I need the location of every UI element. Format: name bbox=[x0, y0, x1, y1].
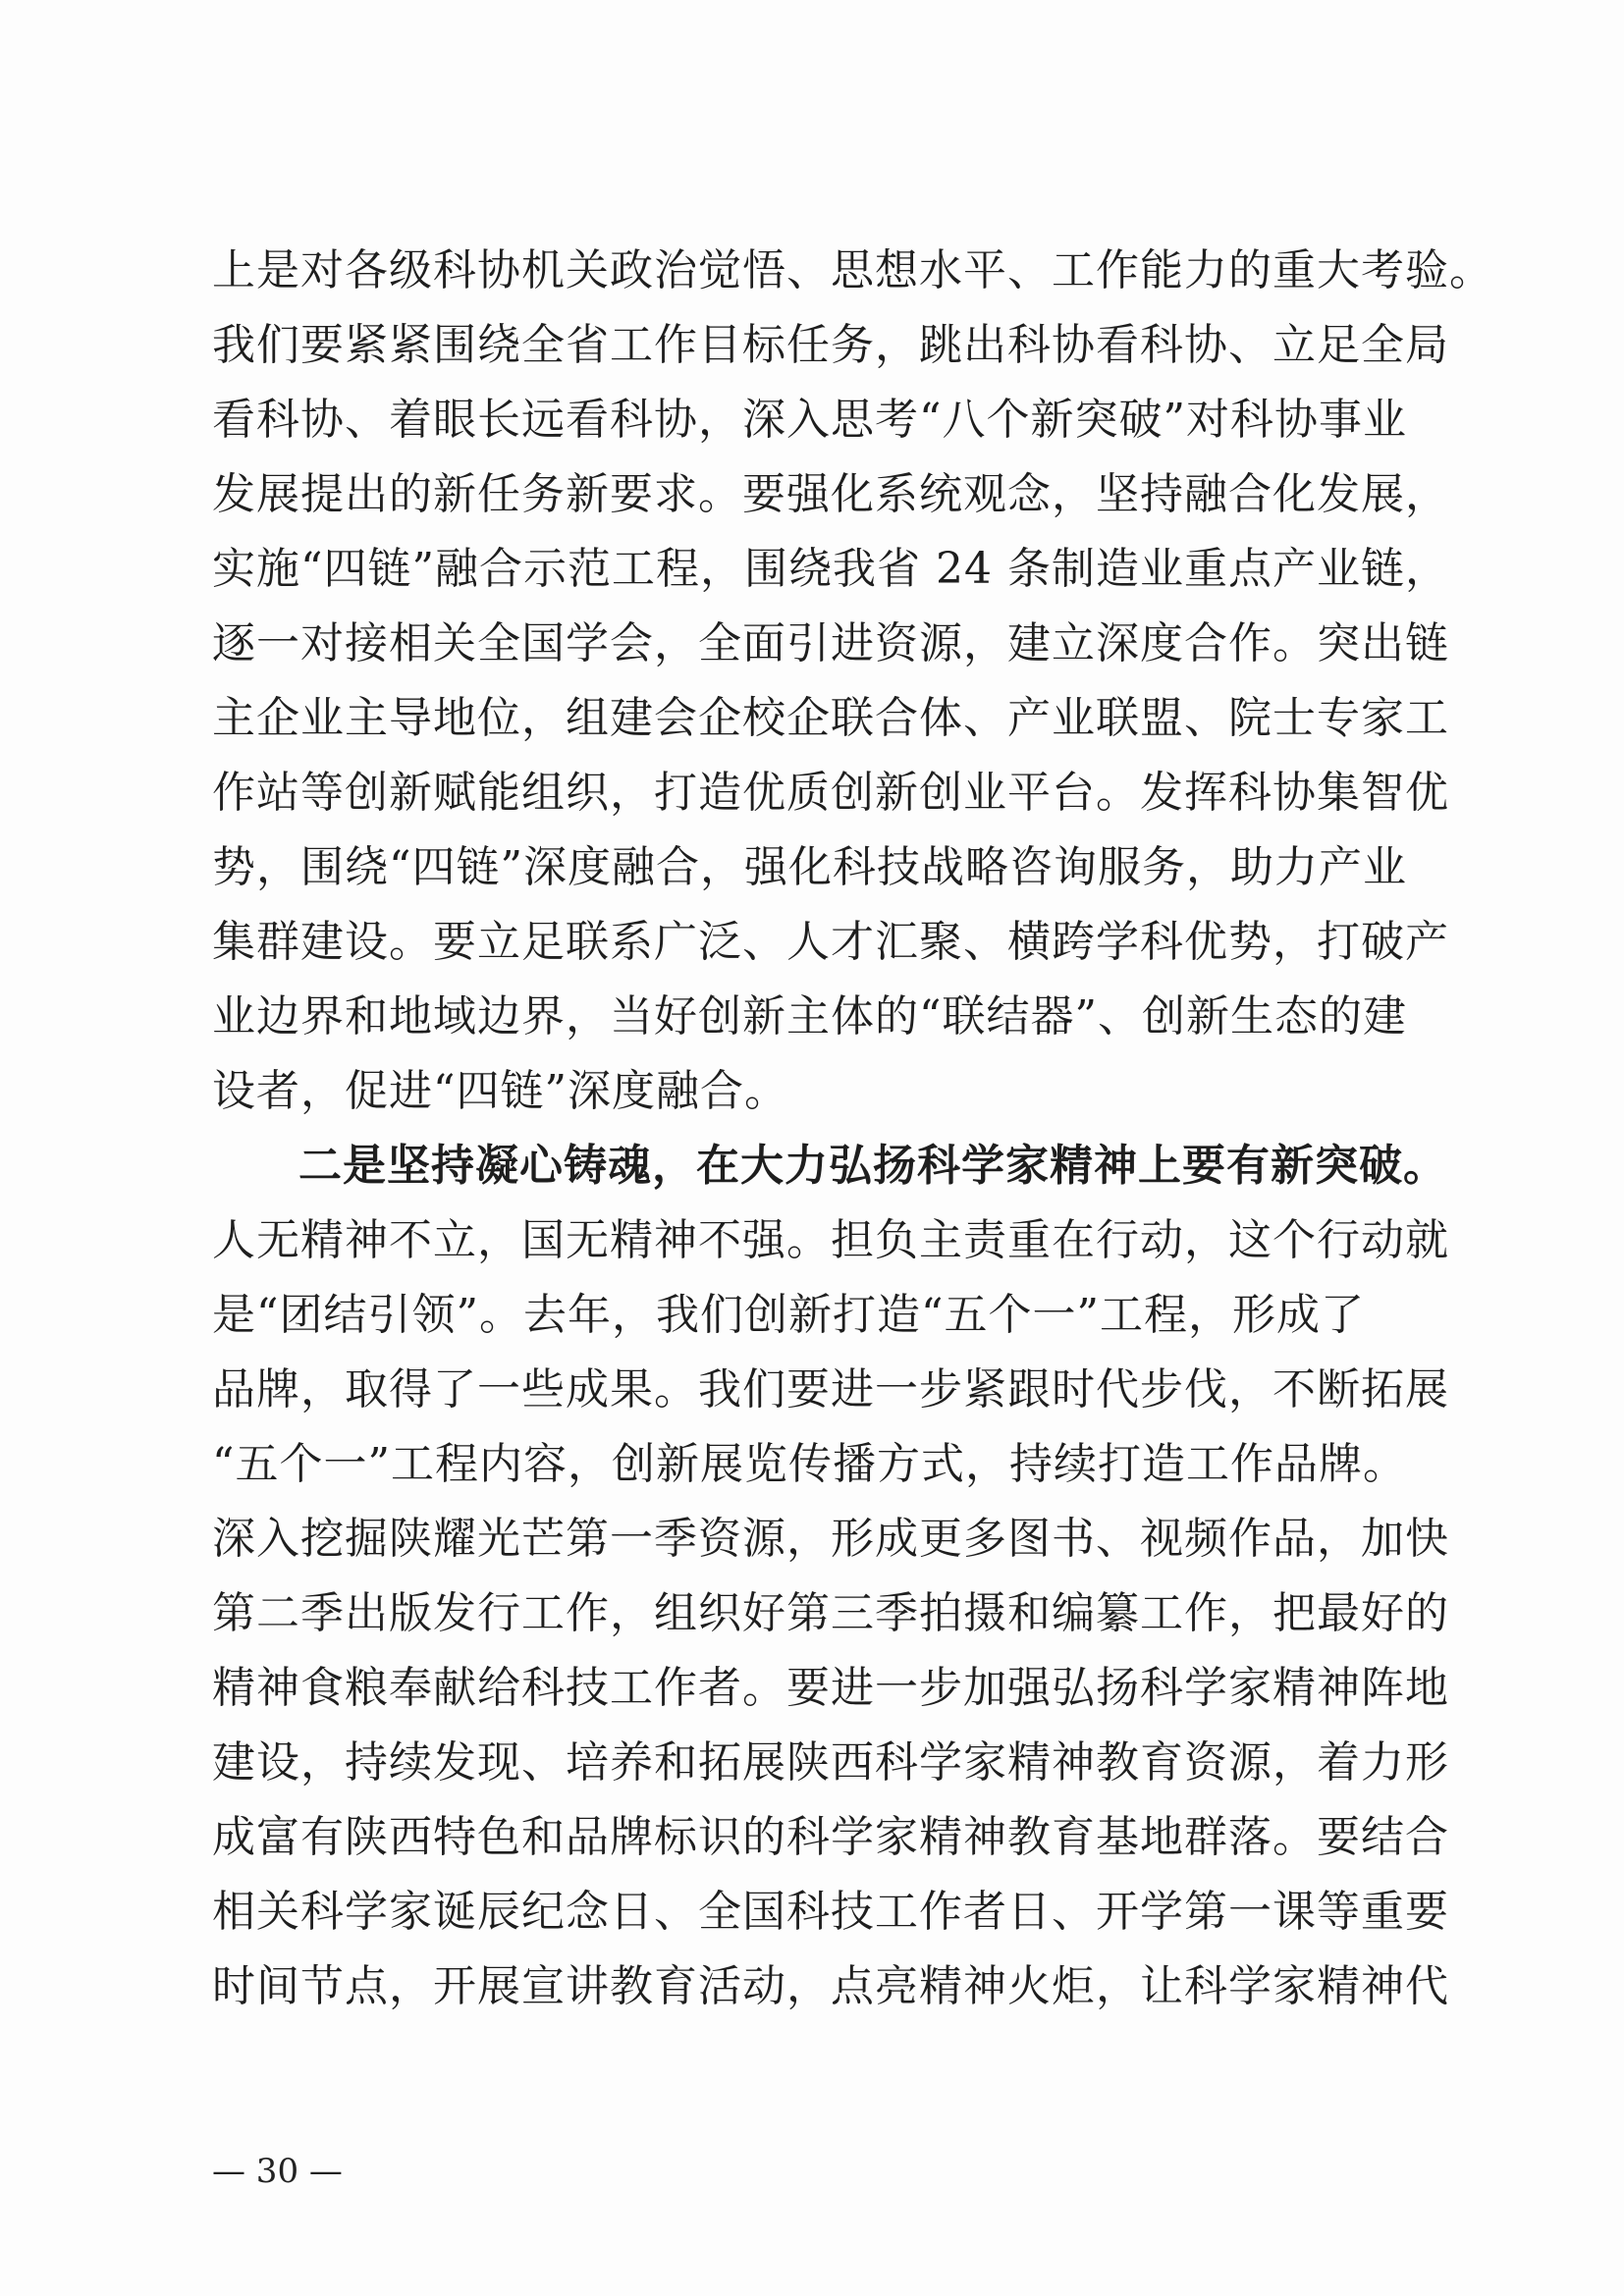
text-line: 我们要紧紧围绕全省工作目标任务，跳出科协看科协、立足全局 bbox=[212, 320, 1449, 370]
text-line: 时间节点，开展宣讲教育活动，点亮精神火炬，让科学家精神代 bbox=[212, 1961, 1449, 2011]
page-number: — 30 — bbox=[212, 2152, 343, 2191]
text-line: 业边界和地域边界，当好创新主体的“联结器”、创新生态的建 bbox=[212, 991, 1407, 1041]
text-line: 上是对各级科协机关政治觉悟、思想水平、工作能力的重大考验。 bbox=[212, 245, 1493, 295]
text-line: 势，围绕“四链”深度融合，强化科技战略咨询服务，助力产业 bbox=[212, 842, 1407, 892]
text-line: 第二季出版发行工作，组织好第三季拍摄和编纂工作，把最好的 bbox=[212, 1588, 1449, 1638]
text-line: 发展提出的新任务新要求。要强化系统观念，坚持融合化发展， bbox=[212, 469, 1449, 519]
text-line: 深入挖掘陕耀光芒第一季资源，形成更多图书、视频作品，加快 bbox=[212, 1514, 1449, 1564]
text-line: 集群建设。要立足联系广泛、人才汇聚、横跨学科优势，打破产 bbox=[212, 917, 1449, 967]
text-line: 主企业主导地位，组建会企校企联合体、产业联盟、院士专家工 bbox=[212, 693, 1449, 743]
section-heading: 二是坚持凝心铸魂，在大力弘扬科学家精神上要有新突破。 bbox=[298, 1141, 1447, 1191]
text-line: 成富有陕西特色和品牌标识的科学家精神教育基地群落。要结合 bbox=[212, 1812, 1449, 1862]
text-line: 是“团结引领”。去年，我们创新打造“五个一”工程，形成了 bbox=[212, 1290, 1365, 1340]
text-line: 建设，持续发现、培养和拓展陕西科学家精神教育资源，着力形 bbox=[212, 1737, 1449, 1788]
text-line: 实施“四链”融合示范工程，围绕我省 24 条制造业重点产业链， bbox=[212, 544, 1449, 594]
text-line: 作站等创新赋能组织，打造优质创新创业平台。发挥科协集智优 bbox=[212, 768, 1449, 818]
text-line: 设者，促进“四链”深度融合。 bbox=[212, 1066, 788, 1116]
text-line: 看科协、着眼长远看科协，深入思考“八个新突破”对科协事业 bbox=[212, 395, 1407, 445]
text-line: 相关科学家诞辰纪念日、全国科技工作者日、开学第一课等重要 bbox=[212, 1887, 1449, 1937]
text-line: 品牌，取得了一些成果。我们要进一步紧跟时代步伐，不断拓展 bbox=[212, 1364, 1449, 1415]
text-line: “五个一”工程内容，创新展览传播方式，持续打造工作品牌。 bbox=[212, 1439, 1407, 1489]
text-line: 逐一对接相关全国学会，全面引进资源，建立深度合作。突出链 bbox=[212, 618, 1449, 668]
body-text bbox=[212, 234, 1493, 2024]
text-line: 精神食粮奉献给科技工作者。要进一步加强弘扬科学家精神阵地 bbox=[212, 1663, 1449, 1713]
text-line: 人无精神不立，国无精神不强。担负主责重在行动，这个行动就 bbox=[212, 1215, 1449, 1265]
